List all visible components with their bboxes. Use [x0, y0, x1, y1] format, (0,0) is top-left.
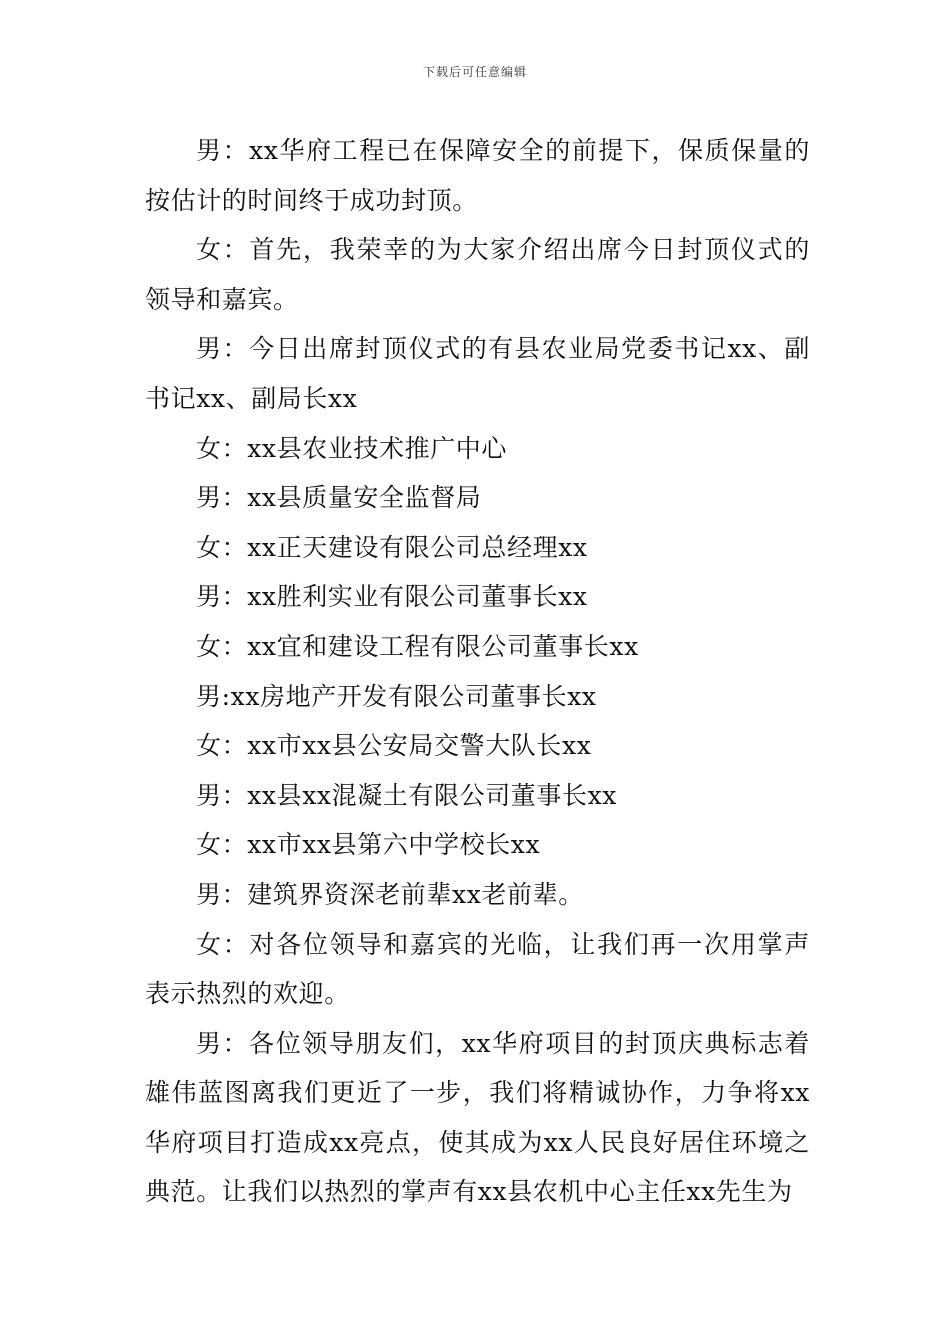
paragraph: 男：xx华府工程已在保障安全的前提下，保质保量的按估计的时间终于成功封顶。: [145, 136, 810, 215]
paragraph: 女：xx宜和建设工程有限公司董事长xx: [196, 631, 639, 661]
paragraph: 男：xx胜利实业有限公司董事长xx: [196, 582, 588, 612]
paragraph: 女：首先，我荣幸的为大家介绍出席今日封顶仪式的领导和嘉宾。: [145, 235, 810, 314]
paragraph: 男：xx县xx混凝土有限公司董事长xx: [196, 780, 617, 810]
paragraph: 女：对各位领导和嘉宾的光临，让我们再一次用掌声表示热烈的欢迎。: [145, 929, 810, 1009]
page-header-note: 下载后可任意编辑: [422, 65, 527, 79]
paragraph: 男:xx房地产开发有限公司董事长xx: [196, 681, 597, 711]
document-body: [145, 126, 810, 1217]
paragraph: 女：xx县农业技术推广中心: [196, 433, 507, 463]
paragraph: 女：xx市xx县公安局交警大队长xx: [196, 731, 592, 761]
paragraph: 男：xx县质量安全监督局: [196, 483, 482, 513]
paragraph: 女：xx正天建设有限公司总经理xx: [196, 532, 588, 562]
paragraph: 男：建筑界资深老前辈xx老前辈。: [196, 879, 584, 909]
paragraph: 男：今日出席封顶仪式的有县农业局党委书记xx、副书记xx、副局长xx: [145, 334, 810, 413]
paragraph: 女：xx市xx县第六中学校长xx: [196, 830, 541, 860]
paragraph: 男：各位领导朋友们，xx华府项目的封顶庆典标志着雄伟蓝图离我们更近了一步，我们将精诚协作，力争将xx华府项目打造成xx亮点，使其成为xx人民良好居住环境之典范。让我们以热烈的掌声有xx县农机中心主任xx先生为: [145, 1028, 810, 1207]
